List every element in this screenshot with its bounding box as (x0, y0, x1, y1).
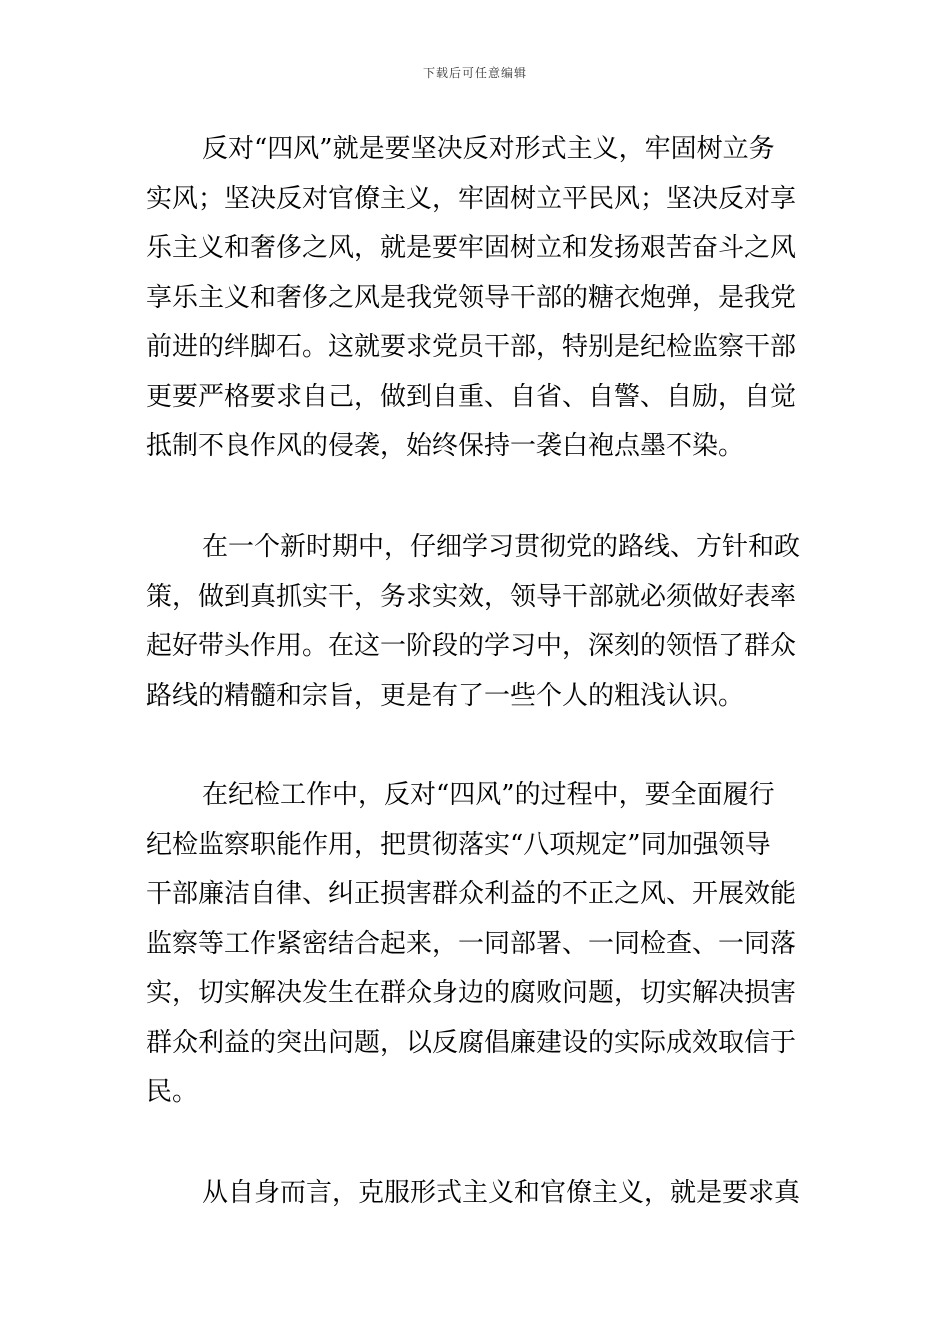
text-line: 在纪检工作中，反对“四风”的过程中，要全面履行 (202, 780, 775, 810)
text-line: 实，切实解决发生在群众身边的腐败问题，切实解决损害 (146, 978, 797, 1008)
text-line: 干部廉洁自律、纠正损害群众利益的不正之风、开展效能 (146, 879, 797, 909)
paragraph-2 (146, 523, 806, 721)
paragraph-4 (146, 1169, 806, 1219)
text-line: 路线的精髓和宗旨，更是有了一些个人的粗浅认识。 (146, 680, 745, 711)
text-line: 乐主义和奢侈之风，就是要牢固树立和发扬艰苦奋斗之风 (146, 233, 797, 263)
text-line: 享乐主义和奢侈之风是我党领导干部的糖衣炮弹，是我党 (146, 282, 797, 313)
paragraph-1 (146, 125, 806, 472)
text-line: 抵制不良作风的侵袭，始终保持一袭白袍点墨不染。 (146, 431, 745, 461)
page-header: 下载后可任意编辑 (422, 66, 527, 80)
text-line: 反对“四风”就是要坚决反对形式主义，牢固树立务 (202, 134, 775, 164)
paragraph-3 (146, 771, 806, 1118)
text-line: 监察等工作紧密结合起来，一同部署、一同检查、一同落 (146, 928, 797, 959)
text-line: 纪检监察职能作用，把贯彻落实“八项规定”同加强领导 (146, 829, 771, 860)
text-line: 更要严格要求自己，做到自重、自省、自警、自励，自觉 (146, 381, 797, 412)
text-line: 在一个新时期中，仔细学习贯彻党的路线、方针和政 (202, 532, 801, 562)
text-line: 从自身而言，克服形式主义和官僚主义，就是要求真 (202, 1178, 801, 1208)
text-line: 策，做到真抓实干，务求实效，领导干部就必须做好表率 (146, 581, 797, 612)
text-line: 实风；坚决反对官僚主义，牢固树立平民风；坚决反对享 (146, 183, 797, 214)
text-line: 群众利益的突出问题，以反腐倡廉建设的实际成效取信于 (146, 1027, 797, 1058)
text-line: 前进的绊脚石。这就要求党员干部，特别是纪检监察干部 (146, 332, 797, 362)
text-line: 民。 (146, 1077, 199, 1107)
text-line: 起好带头作用。在这一阶段的学习中，深刻的领悟了群众 (146, 631, 797, 661)
